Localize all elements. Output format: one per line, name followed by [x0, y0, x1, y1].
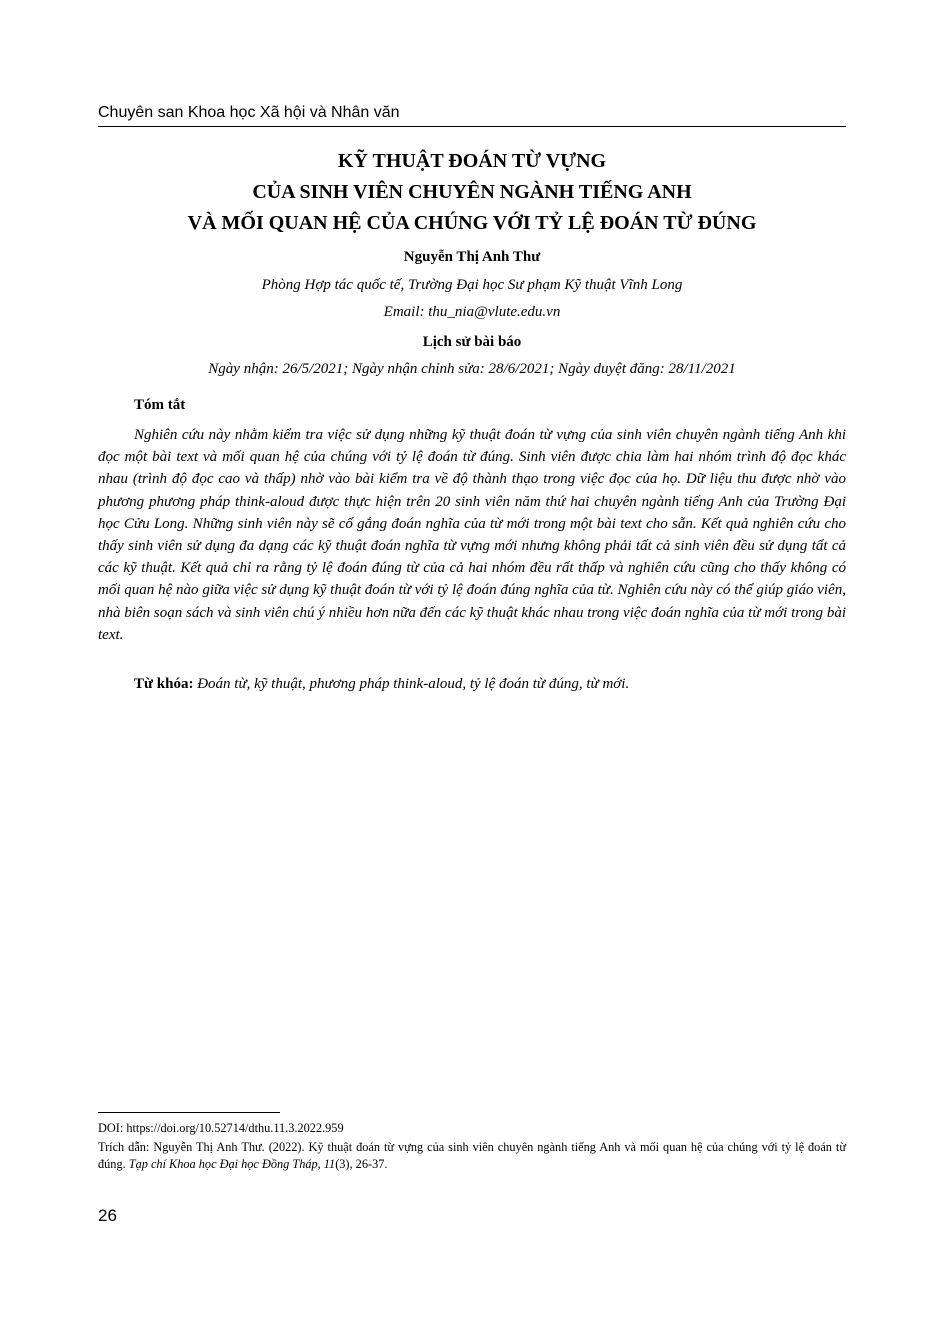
citation-prefix: Trích dẫn: Nguyễn Thị Anh Thư. (2022). Kỹ thuật đoán từ vựng của sinh viên chuyên ngành tiếng Anh và mối quan hệ của chúng với tỷ lệ đoán từ đúng. [98, 1140, 846, 1171]
citation-line [98, 1139, 846, 1173]
running-head: Chuyên san Khoa học Xã hội và Nhân văn [98, 104, 400, 121]
doi-line: DOI: https://doi.org/10.52714/dthu.11.3.2022.959 [98, 1121, 344, 1135]
title-line-1: KỸ THUẬT ĐOÁN TỪ VỰNG [337, 150, 607, 172]
author-email: Email: thu_nia@vlute.edu.vn [383, 304, 561, 320]
citation-volume: 11 [323, 1157, 336, 1171]
title-line-3: VÀ MỐI QUAN HỆ CỦA CHÚNG VỚI TỶ LỆ ĐOÁN TỪ ĐÚNG [187, 212, 757, 234]
article-history-dates: Ngày nhận: 26/5/2021; Ngày nhận chỉnh sửa: 28/6/2021; Ngày duyệt đăng: 28/11/2021 [208, 361, 736, 377]
citation-suffix: (3), 26-37. [335, 1157, 388, 1171]
article-history-heading: Lịch sử bài báo [422, 334, 522, 350]
article-title [98, 146, 846, 239]
page-number: 26 [98, 1206, 117, 1225]
author-affiliation: Phòng Hợp tác quốc tế, Trường Đại học Sư phạm Kỹ thuật Vĩnh Long [261, 277, 683, 293]
citation-journal: Tạp chí Khoa học Đại học Đồng Tháp, [128, 1157, 321, 1171]
abstract-heading: Tóm tắt [134, 397, 186, 413]
footnote-divider [98, 1112, 280, 1113]
title-line-2: CỦA SINH VIÊN CHUYÊN NGÀNH TIẾNG ANH [252, 181, 692, 203]
keywords [98, 676, 846, 693]
header-divider [98, 126, 846, 127]
keywords-text: Đoán từ, kỹ thuật, phương pháp think-aloud, tỷ lệ đoán từ đúng, từ mới. [197, 676, 630, 692]
abstract-text: Nghiên cứu này nhằm kiểm tra việc sử dụng những kỹ thuật đoán từ vựng của sinh viên chuyên ngành tiếng Anh khi đọc một bài text và mối quan hệ của chúng với tỷ lệ đoán từ đúng. Sinh viên được chia làm hai nhóm trình độ đọc khác nhau (trình độ đọc cao và thấp) nhờ vào bài kiểm tra về độ thành thạo trong việc đọc của họ. Dữ liệu thu được nhờ vào phương phương pháp think-aloud được thực hiện trên 20 sinh viên năm thứ hai chuyên ngành tiếng Anh của Trường Đại học Cửu Long. Những sinh viên này sẽ cố gắng đoán nghĩa của từ mới trong một bài text cho sẵn. Kết quả nghiên cứu cho thấy sinh viên sử dụng đa dạng các kỹ thuật đoán nghĩa từ vựng mới nhưng không phải tất cả sinh viên đều sử dụng tất cả các kỹ thuật. Kết quả chỉ ra rằng tỷ lệ đoán đúng từ của cả hai nhóm đều rất thấp và nghiên cứu cũng cho thấy không có mối quan hệ nào giữa việc sử dụng kỹ thuật đoán từ với tỷ lệ đoán đúng nghĩa của từ. Nghiên cứu này có thể giúp giáo viên, nhà biên soạn sách và sinh viên chú ý nhiều hơn nữa đến các kỹ thuật khác nhau trong việc đoán nghĩa của từ mới trong bài text. [98, 427, 846, 643]
author-name: Nguyễn Thị Anh Thư [403, 249, 541, 265]
keywords-label: Từ khóa: [134, 676, 194, 692]
